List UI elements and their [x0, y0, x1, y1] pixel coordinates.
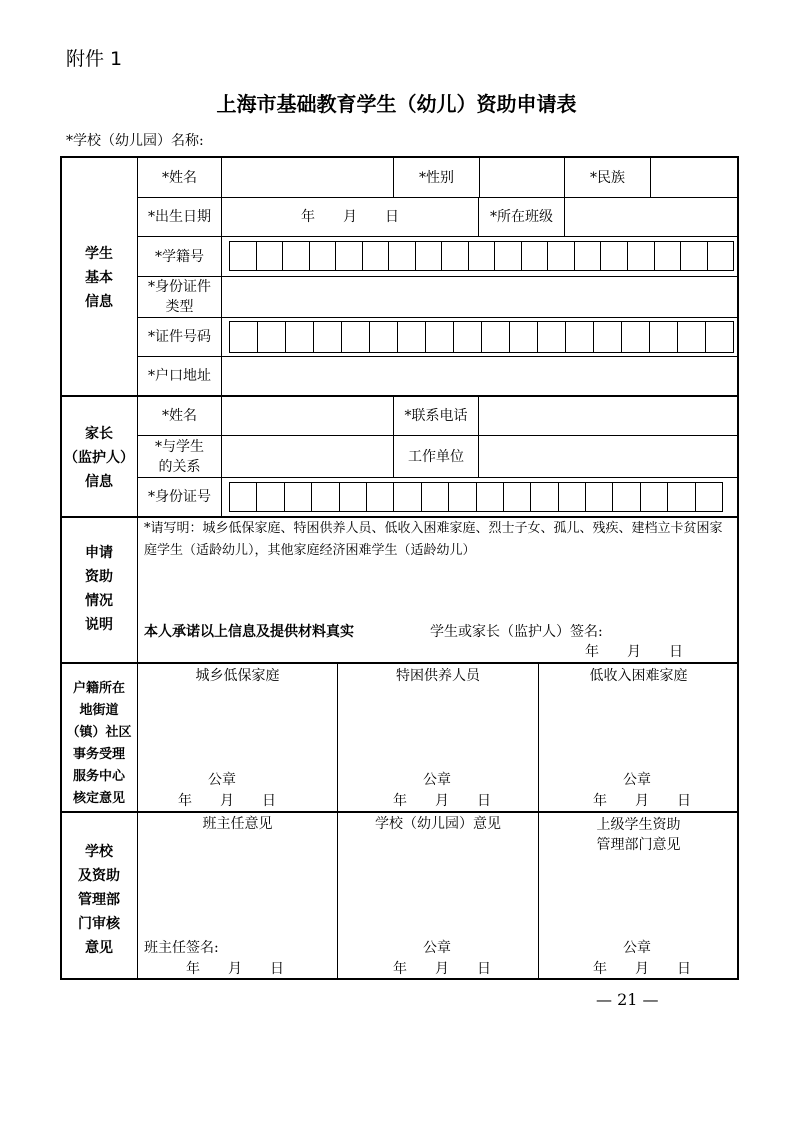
school-name-label: *学校（幼儿园）名称: [66, 133, 204, 149]
ethnicity-label: *民族 [590, 169, 625, 186]
guardian-id-label: *身份证号 [148, 489, 211, 505]
school-review-section-label: 学校 及资助 管理部 门审核 意见 [78, 844, 120, 956]
phone-label: *联系电话 [404, 408, 468, 424]
review-date: 年 月 日 [393, 961, 491, 977]
pledge-statement: 本人承诺以上信息及提供材料真实 [144, 624, 354, 640]
household-address-label: *户口地址 [148, 368, 211, 384]
seal-label: 公章 [423, 940, 451, 956]
row-line [137, 236, 738, 237]
class-label: *所在班级 [490, 209, 553, 225]
id-number-boxes[interactable] [229, 321, 734, 353]
student-section-label: 学生 基本 信息 [85, 246, 113, 310]
col-line [538, 663, 539, 811]
guardian-name-field[interactable] [222, 397, 393, 435]
section-border [61, 811, 738, 813]
guardian-name-label: *姓名 [162, 408, 197, 424]
page-number: — 21 — [596, 990, 659, 1009]
employer-field[interactable] [479, 436, 737, 477]
teacher-opinion-header: 班主任意见 [202, 816, 273, 832]
gender-field[interactable] [480, 158, 564, 197]
id-number-label: *证件号码 [148, 329, 211, 345]
employer-label: 工作单位 [408, 448, 464, 465]
applicant-signature-label: 学生或家长（监护人）签名: [430, 624, 603, 640]
student-id-label: *学籍号 [155, 248, 204, 265]
review-date: 年 月 日 [186, 961, 284, 977]
review-date: 年 月 日 [593, 793, 691, 809]
row-line [137, 317, 738, 318]
review-date: 年 月 日 [393, 793, 491, 809]
review-date: 年 月 日 [593, 961, 691, 977]
student-name-field[interactable] [222, 158, 393, 197]
seal-label: 公章 [423, 772, 451, 788]
guardian-section-label: 家长 （监护人） 信息 [64, 426, 134, 490]
applicant-date: 年 月 日 [585, 644, 683, 660]
ethnicity-field[interactable] [651, 158, 737, 197]
section-border [61, 662, 738, 664]
household-address-field[interactable] [222, 357, 737, 395]
row-line [137, 477, 738, 478]
guardian-id-boxes[interactable] [229, 482, 723, 512]
teacher-signature-label: 班主任签名: [144, 940, 219, 956]
id-type-label: *身份证件 类型 [148, 279, 211, 315]
authority-opinion-header: 上级学生资助 管理部门意见 [596, 817, 681, 853]
community-section-label: 户籍所在 地街道 （镇）社区 事务受理 服务中心 核定意见 [66, 681, 132, 806]
student-name-label: *姓名 [162, 169, 197, 186]
phone-field[interactable] [479, 397, 737, 435]
gender-label: *性别 [419, 169, 454, 186]
community-col-extreme-poverty: 特困供养人员 [396, 668, 480, 684]
application-note: *请写明：城乡低保家庭、特困供养人员、低收入困难家庭、烈士子女、孤儿、残疾、建档立卡贫困家庭学生（适龄幼儿），其他家庭经济困难学生（适龄幼儿） [144, 521, 723, 558]
seal-label: 公章 [208, 772, 236, 788]
application-section-label: 申请 资助 情况 说明 [85, 545, 113, 633]
seal-label: 公章 [623, 772, 651, 788]
relation-label: *与学生 的关系 [155, 438, 204, 475]
community-col-subsistence: 城乡低保家庭 [195, 668, 280, 684]
col-line [337, 812, 338, 979]
community-col-low-income: 低收入困难家庭 [589, 668, 688, 684]
col-line [337, 663, 338, 811]
relation-field[interactable] [222, 436, 393, 477]
student-id-boxes[interactable] [229, 241, 734, 271]
review-date: 年 月 日 [178, 793, 276, 809]
id-type-field[interactable] [222, 277, 737, 317]
attachment-label: 附件 1 [66, 48, 123, 70]
seal-label: 公章 [623, 940, 651, 956]
birth-date-field[interactable]: 年 月 日 [301, 209, 399, 225]
form-title: 上海市基础教育学生（幼儿）资助申请表 [216, 92, 577, 116]
school-opinion-header: 学校（幼儿园）意见 [375, 816, 501, 832]
class-field[interactable] [565, 198, 737, 236]
birth-date-label: *出生日期 [148, 209, 211, 225]
